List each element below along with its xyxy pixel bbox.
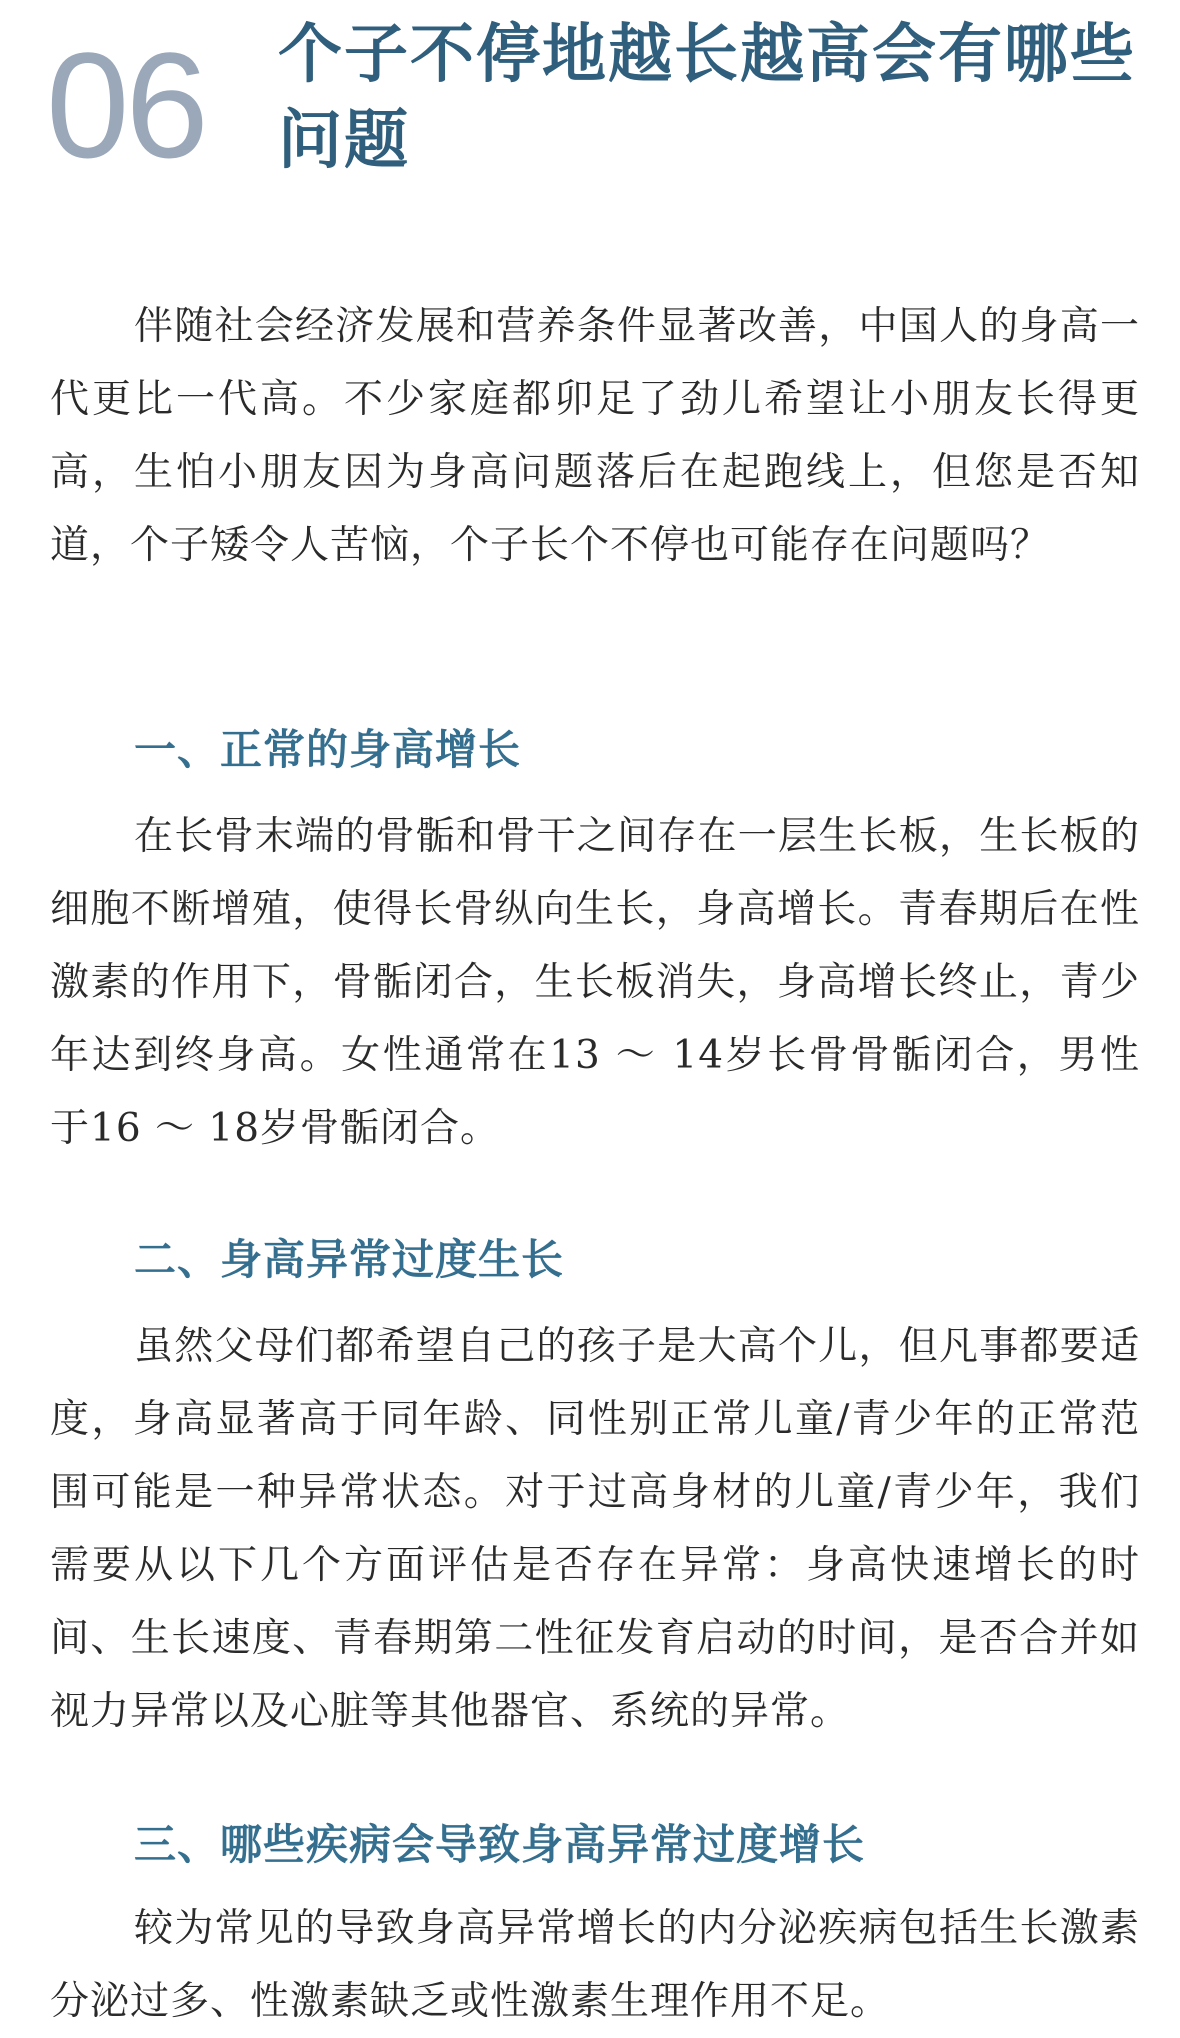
section-heading-normal-growth: 一、正常的身高增长 [134,725,522,774]
section-paragraph-diseases: 较为常见的导致身高异常增长的内分泌疾病包括生长激素分泌过多、性激素缺乏或性激素生理作用不足。 [50,1906,1140,2024]
section-paragraph-normal-growth: 在长骨末端的骨骺和骨干之间存在一层生长板，生长板的细胞不断增殖，使得长骨纵向生长，身高增长。青春期后在性激素的作用下，骨骺闭合，生长板消失，身高增长终止，青少年达到终身高。女性通常在13 ～ 14岁长骨骨骺闭合，男性于16 ～ 18岁骨骺闭合。 [50,814,1140,1151]
chapter-number: 06 [46,21,205,189]
intro-paragraph: 伴随社会经济发展和营养条件显著改善，中国人的身高一代更比一代高。不少家庭都卯足了劲儿希望让小朋友长得更高，生怕小朋友因为身高问题落后在起跑线上，但您是否知道，个子矮令人苦恼，个子长个不停也可能存在问题吗？ [50,304,1140,568]
section-heading-diseases: 三、哪些疾病会导致身高异常过度增长 [134,1820,866,1869]
section-paragraph-abnormal-growth: 虽然父母们都希望自己的孩子是大高个儿，但凡事都要适度，身高显著高于同年龄、同性别正常儿童/青少年的正常范围可能是一种异常状态。对于过高身材的儿童/青少年，我们需要从以下几个方面评估是否存在异常：身高快速增长的时间、生长速度、青春期第二性征发育启动的时间，是否合并如视力异常以及心脏等其他器官、系统的异常。 [50,1324,1140,1734]
section-heading-abnormal-growth: 二、身高异常过度生长 [134,1235,565,1284]
chapter-title: 个子不停地越长越高会有哪些问题 [278,17,1136,178]
